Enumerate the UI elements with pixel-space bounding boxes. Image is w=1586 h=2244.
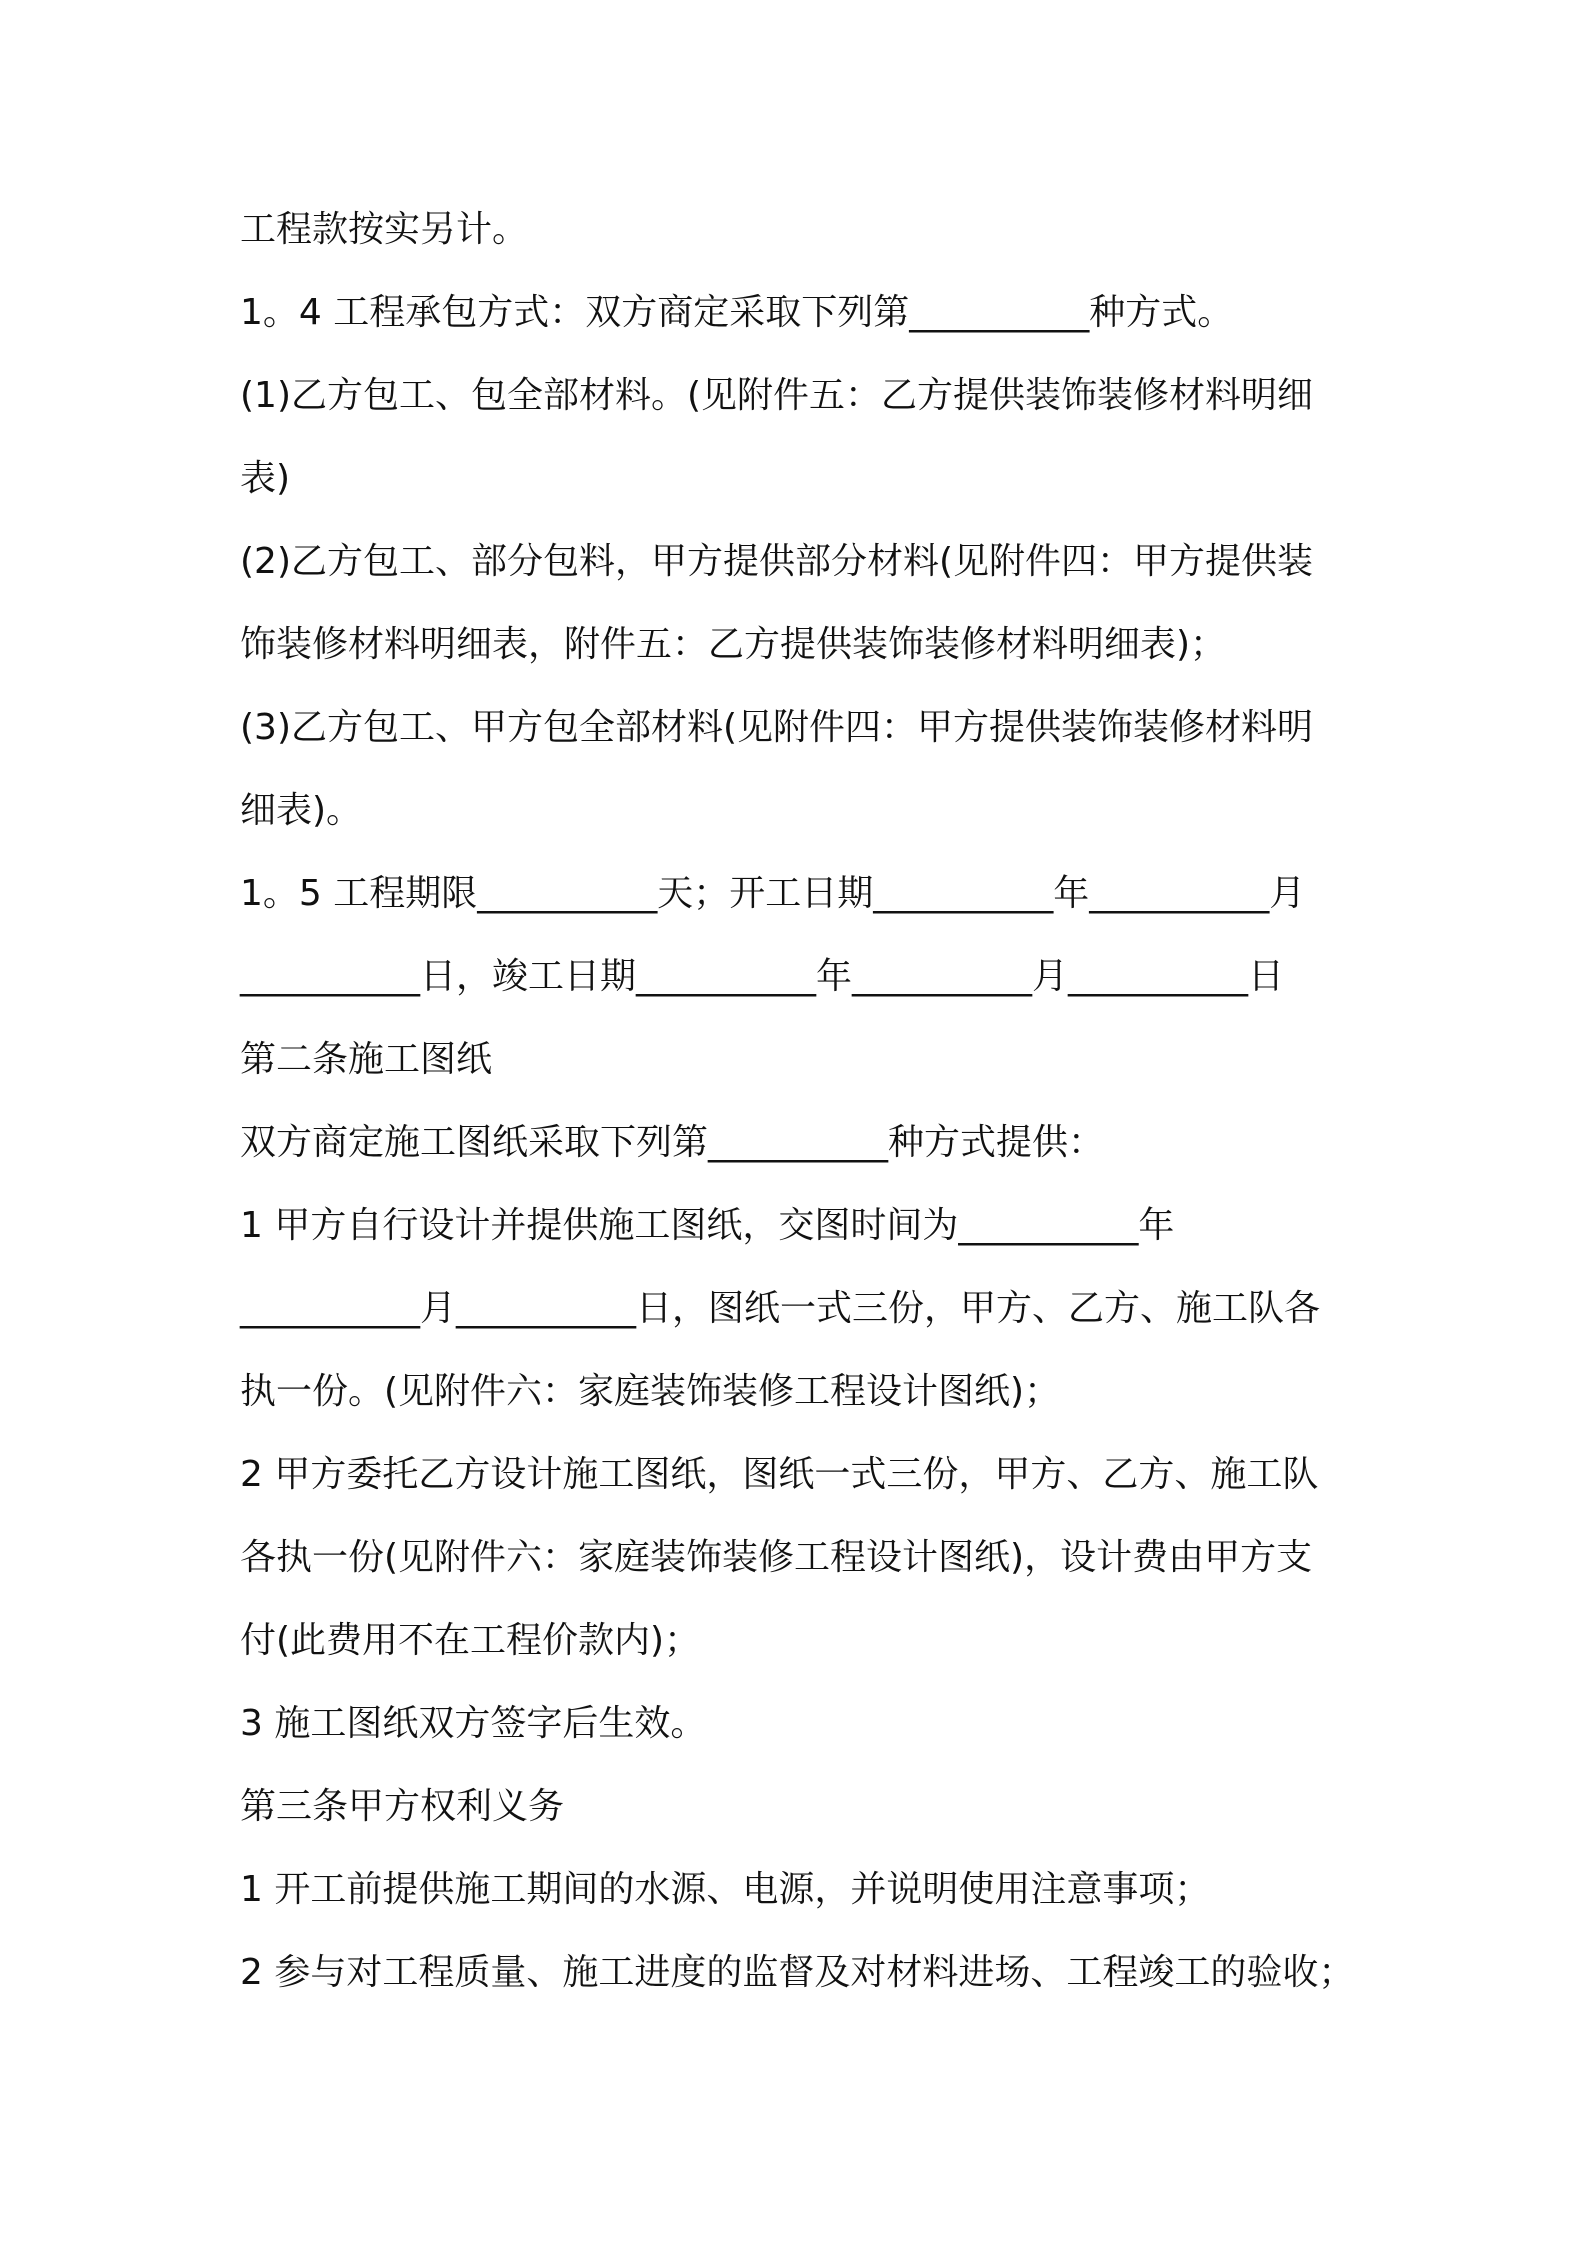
text-line: 2 参与对工程质量、施工进度的监督及对材料进场、工程竣工的验收；	[240, 1952, 1355, 1993]
text-line: 1。5 工程期限__________天；开工日期__________年__________月	[240, 873, 1306, 914]
text-line: 饰装修材料明细表，附件五：乙方提供装饰装修材料明细表)；	[240, 624, 1227, 665]
text-line: 1。4 工程承包方式：双方商定采取下列第__________种方式。	[240, 292, 1234, 333]
text-line: 2 甲方委托乙方设计施工图纸，图纸一式三份，甲方、乙方、施工队	[240, 1454, 1319, 1495]
text-line: (3)乙方包工、甲方包全部材料(见附件四：甲方提供装饰装修材料明	[240, 707, 1314, 748]
text-line: 付(此费用不在工程价款内)；	[240, 1620, 701, 1661]
text-line: 1 甲方自行设计并提供施工图纸，交图时间为__________年	[240, 1205, 1175, 1246]
text-line: 工程款按实另计。	[240, 209, 529, 250]
text-line: 3 施工图纸双方签字后生效。	[240, 1703, 707, 1744]
text-line: (2)乙方包工、部分包料，甲方提供部分材料(见附件四：甲方提供装	[240, 541, 1314, 582]
text-line: __________日，竣工日期__________年__________月__________日	[240, 956, 1285, 997]
text-line: (1)乙方包工、包全部材料。(见附件五：乙方提供装饰装修材料明细	[240, 375, 1314, 416]
text-line: 双方商定施工图纸采取下列第__________种方式提供：	[240, 1122, 1105, 1163]
text-line: 表)	[240, 458, 291, 499]
section-heading: 第三条甲方权利义务	[240, 1786, 565, 1827]
text-line: 各执一份(见附件六：家庭装饰装修工程设计图纸)，设计费由甲方支	[240, 1537, 1313, 1578]
section-heading: 第二条施工图纸	[240, 1039, 493, 1080]
text-line: 执一份。(见附件六：家庭装饰装修工程设计图纸)；	[240, 1371, 1061, 1412]
text-line: __________月__________日，图纸一式三份，甲方、乙方、施工队各	[240, 1288, 1321, 1329]
text-line: 细表)。	[240, 790, 363, 831]
text-line: 1 开工前提供施工期间的水源、电源，并说明使用注意事项；	[240, 1869, 1211, 1910]
